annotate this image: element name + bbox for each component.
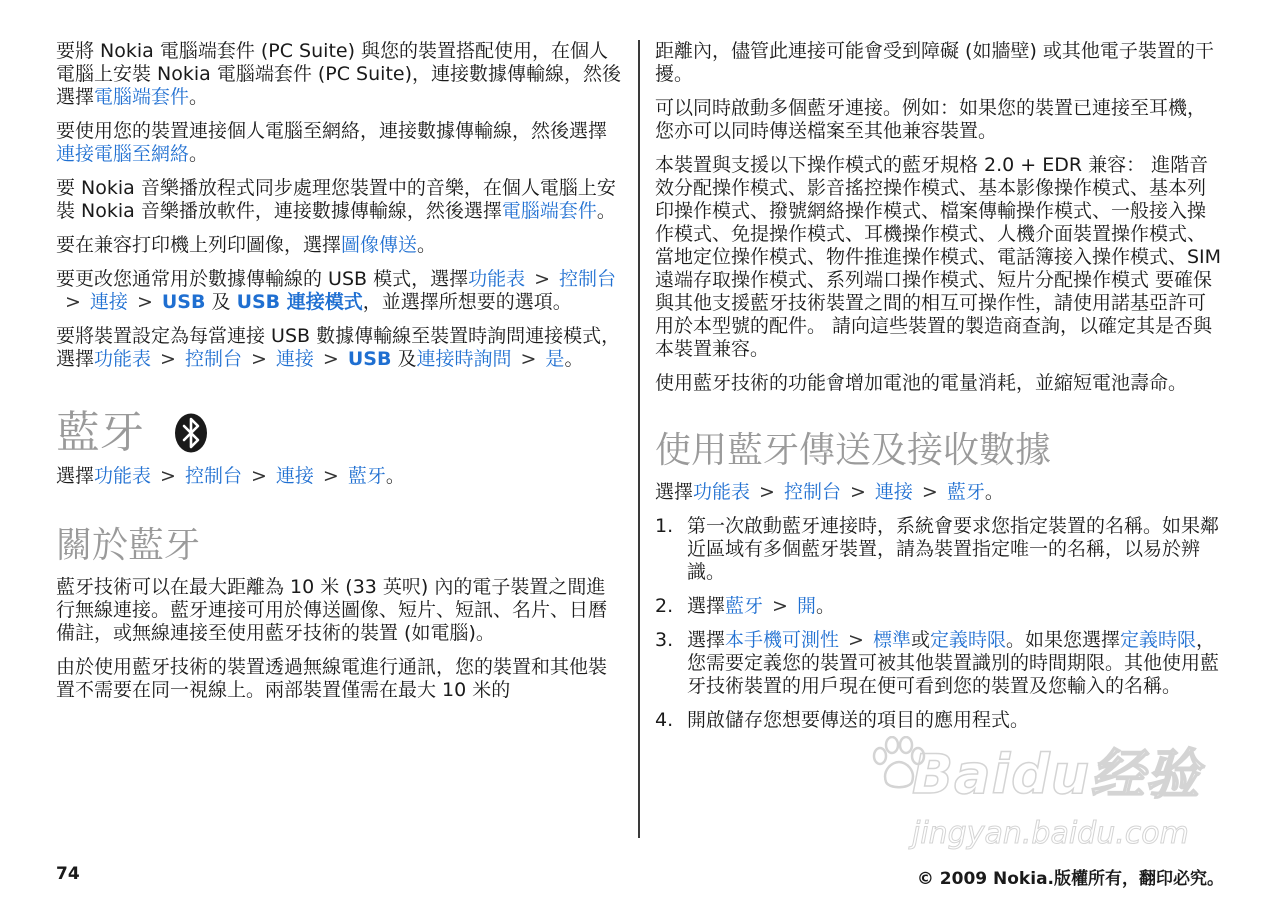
text: 。 [189,143,209,165]
steps-list [655,515,1223,732]
step-text: 第一次啟動藍牙連接時，系統會要求您指定裝置的名稱。如果鄰近區域有多個藍牙裝置，請為裝置指定唯一的名稱，以易於辨識。 [687,515,1220,583]
text: ，您需要定義您的裝置可被其他裝置識別的時間期限。其他使用藍牙技術裝置的用戶現在便可看到您的裝置及您輸入的名稱。 [687,629,1220,697]
heading-text: 藍牙 [56,407,144,458]
text: 要在兼容打印機上列印圖像，選擇 [56,234,342,256]
link-control-panel[interactable]: 控制台 [783,481,841,503]
link-bluetooth[interactable]: 藍牙 [347,465,386,487]
list-item [655,629,1223,698]
separator: > [534,268,551,290]
separator: > [250,465,267,487]
step-number: 4. [655,709,674,731]
paragraph-connect-pc-network [56,120,624,166]
link-usb-connection-mode[interactable]: USB 連接模式 [236,291,363,313]
paragraph-bluetooth-path [56,465,624,488]
link-menu[interactable]: 功能表 [468,268,526,290]
separator: > [921,481,938,503]
link-on[interactable]: 開 [796,595,816,617]
text: 選擇 [655,481,694,503]
separator: > [848,629,864,651]
link-connectivity[interactable]: 連接 [275,465,314,487]
column-divider [638,40,640,838]
watermark-brand: Baidu经验 [912,743,1201,806]
text: 及 [205,291,237,313]
text: 。 [596,200,616,222]
text: 要 Nokia 音樂播放程式同步處理您裝置中的音樂，在個人電腦上安裝 Nokia 音樂播放軟件，連接數據傳輸線，然後選擇 [56,177,616,222]
separator: > [322,348,339,370]
text: 。 [564,348,584,370]
step-number: 3. [655,629,674,651]
link-define-period-2[interactable]: 定義時限 [1120,629,1197,651]
link-ask-on-connection[interactable]: 連接時詢問 [416,348,512,370]
link-yes[interactable]: 是 [545,348,565,370]
link-control-panel[interactable]: 控制台 [184,348,242,370]
separator: > [849,481,866,503]
text: 選擇 [687,595,726,617]
text: 及 [391,348,417,370]
text: 。 [385,465,405,487]
left-column [56,40,624,713]
paragraph-pc-suite [56,40,624,109]
link-bluetooth[interactable]: 藍牙 [725,595,764,617]
link-control-panel[interactable]: 控制台 [184,465,242,487]
link-phone-visibility[interactable]: 本手機可測性 [725,629,840,651]
bluetooth-icon [174,413,208,453]
step-number: 1. [655,515,674,537]
paragraph-send-path [655,481,1223,504]
text: 。如果您選擇 [1006,629,1121,651]
copyright: © 2009 Nokia.版權所有，翻印必究。 [916,869,1224,889]
step-number: 2. [655,595,674,617]
paragraph-about-bluetooth: 藍牙技術可以在最大距離為 10 米 (33 英呎) 內的電子裝置之間進行無線連接。藍牙連接可用於傳送圖像、短片、短訊、名片、日曆備註，或無線連接至使用藍牙技術的裝置 (如電腦)。 [56,576,608,644]
list-item [655,709,1223,732]
link-usb[interactable]: USB [161,291,206,313]
link-pc-suite-2[interactable]: 電腦端套件 [501,200,597,222]
baidu-watermark [868,732,1208,882]
separator: > [250,348,267,370]
text: 要使用您的裝置連接個人電腦至網絡，連接數據傳輸線，然後選擇 [56,120,608,142]
section-title-bluetooth [56,407,624,459]
text: 選擇 [56,465,95,487]
paragraph-usb-mode [56,268,624,314]
text: 。 [189,86,209,108]
separator: > [520,348,537,370]
text: ，並選擇所想要的選項。 [362,291,572,313]
link-pc-suite[interactable]: 電腦端套件 [94,86,190,108]
text: 要將 Nokia 電腦端套件 (PC Suite) 與您的裝置搭配使用，在個人電腦上安裝 Nokia 電腦端套件 (PC Suite)，連接數據傳輸線，然後選擇 [56,40,621,108]
link-menu[interactable]: 功能表 [94,348,152,370]
text: 或 [910,629,930,651]
paragraph-multiple-connections: 可以同時啟動多個藍牙連接。例如：如果您的裝置已連接至耳機，您亦可以同時傳送檔案至其他兼容裝置。 [655,97,1207,142]
list-item [655,515,1223,584]
link-connectivity[interactable]: 連接 [874,481,913,503]
link-usb[interactable]: USB [347,348,392,370]
link-bluetooth[interactable]: 藍牙 [946,481,985,503]
right-column [655,40,1223,743]
section-title-about-bluetooth: 關於藍牙 [56,525,201,566]
link-menu[interactable]: 功能表 [693,481,751,503]
separator: > [322,465,339,487]
link-menu[interactable]: 功能表 [94,465,152,487]
text: 選擇 [687,629,726,651]
separator: > [759,481,775,503]
link-connectivity[interactable]: 連接 [275,348,314,370]
text: 要更改您通常用於數據傳輸線的 USB 模式，選擇 [56,268,469,290]
section-title-send-receive: 使用藍牙傳送及接收數據 [655,430,1052,471]
link-control-panel[interactable]: 控制台 [559,268,617,290]
paragraph-battery: 使用藍牙技術的功能會增加電池的電量消耗，並縮短電池壽命。 [655,372,1188,394]
paragraph-profiles: 本裝置與支援以下操作模式的藍牙規格 2.0 + EDR 兼容： 進階音效分配操作模式、影音搖控操作模式、基本影像操作模式、基本列印操作模式、撥號網絡操作模式、檔案傳輸操作模式、一般接入操作模式、免提操作模式、耳機操作模式、人機介面裝置操作模式、當地定位操作模式、物件推進操作模式、電話簿接入操作模式、SIM 遠端存取操作模式、系列端口操作模式、短片分配操作模式 要確保與其他支援藍牙技術裝置之間的相互可操作性，請使用諾基亞許可用於本型號的配件。 請向這些裝置的製造商查詢，以確定其是否與本裝置兼容。 [655,154,1222,360]
list-item [655,595,1223,618]
step-text: 開啟儲存您想要傳送的項目的應用程式。 [687,709,1030,731]
text: 要將裝置設定為每當連接 USB 數據傳輸線至裝置時詢問連接模式，選擇 [56,325,621,370]
link-image-transfer[interactable]: 圖像傳送 [341,234,418,256]
separator: > [160,348,176,370]
separator: > [136,291,153,313]
link-define-period[interactable]: 定義時限 [929,629,1006,651]
step-text [687,629,1223,698]
paragraph-print [56,234,624,257]
paragraph-ask-on-connect [56,325,624,371]
link-standard[interactable]: 標準 [872,629,911,651]
text: 。 [417,234,437,256]
separator: > [772,595,788,617]
separator: > [65,291,81,313]
text: 。 [984,481,1004,503]
paragraph-radio-communication: 由於使用藍牙技術的裝置透過無線電進行通訊，您的裝置和其他裝置不需要在同一視線上。兩部裝置僅需在最大 10 米的 [56,656,608,701]
separator: > [160,465,176,487]
text: 。 [815,595,835,617]
step-text [687,595,1223,618]
page-number: 74 [56,864,80,884]
paragraph-distance: 距離內，儘管此連接可能會受到障礙 (如牆壁) 或其他電子裝置的干擾。 [655,40,1214,85]
link-connect-pc-network[interactable]: 連接電腦至網絡 [56,143,190,165]
link-connectivity[interactable]: 連接 [89,291,128,313]
paragraph-music-sync [56,177,624,223]
watermark-url: jingyan.baidu.com [912,816,1189,851]
